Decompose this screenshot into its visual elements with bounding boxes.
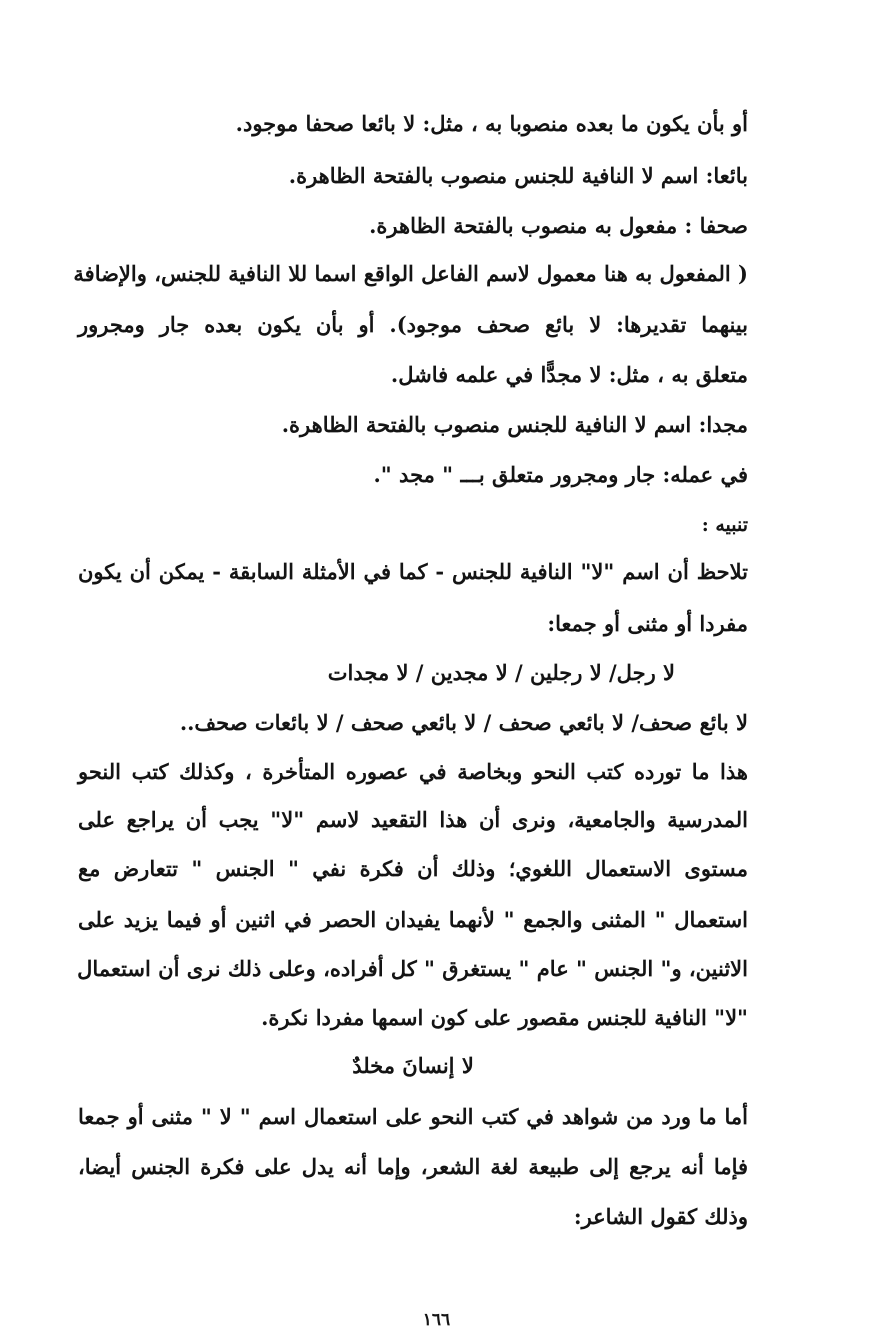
text-line: صحفا : مفعول به منصوب بالفتحة الظاهرة. bbox=[369, 213, 748, 238]
text-line: مجدا: اسم لا النافية للجنس منصوب بالفتحة الظاهرة. bbox=[281, 412, 748, 437]
text-line: وذلك كقول الشاعر: bbox=[573, 1204, 748, 1229]
text-line: تلاحظ أن اسم "لا" النافية للجنس - كما في الأمثلة السابقة - يمكن أن يكون bbox=[78, 559, 748, 584]
note-heading: تنبيه : bbox=[701, 514, 748, 536]
text-line: "لا" النافية للجنس مقصور على كون اسمها مفردا نكرة. bbox=[261, 1005, 748, 1030]
text-line: استعمال " المثنى والجمع " لأنهما يفيدان الحصر في اثنين أو فيما يزيد على bbox=[78, 907, 748, 932]
example-line: لا إنسانَ مخلدٌ bbox=[352, 1053, 474, 1078]
text-line: مفردا أو مثنى أو جمعا: bbox=[547, 611, 748, 636]
text-line: المدرسية والجامعية، ونرى أن هذا التقعيد لاسم "لا" يجب أن يراجع على bbox=[78, 807, 748, 832]
text-line: فإما أنه يرجع إلى طبيعة لغة الشعر، وإما أنه يدل على فكرة الجنس أيضا، bbox=[78, 1154, 749, 1179]
text-line: في عمله: جار ومجرور متعلق بـــ " مجد ". bbox=[373, 462, 748, 487]
text-line: مستوى الاستعمال اللغوي؛ وذلك أن فكرة نفي " الجنس " تتعارض مع bbox=[78, 856, 748, 881]
text-line: متعلق به ، مثل: لا مجدًّا في علمه فاشل. bbox=[390, 362, 748, 387]
text-line: أو بأن يكون ما بعده منصوبا به ، مثل: لا بائعا صحفا موجود. bbox=[235, 111, 748, 136]
text-line: هذا ما تورده كتب النحو وبخاصة في عصوره المتأخرة ، وكذلك كتب النحو bbox=[78, 759, 748, 784]
text-line: ( المفعول به هنا معمول لاسم الفاعل الواقع اسما للا النافية للجنس، والإضافة bbox=[73, 261, 748, 286]
text-line: الاثنين، و" الجنس " عام " يستغرق " كل أفراده، وعلى ذلك نرى أن استعمال bbox=[77, 956, 748, 981]
text-line: بينهما تقديرها: لا بائع صحف موجود). أو بأن يكون بعده جار ومجرور bbox=[78, 312, 748, 337]
example-line: لا رجل/ لا رجلين / لا مجدين / لا مجدات bbox=[327, 660, 675, 685]
page-number: ١٦٦ bbox=[422, 1310, 451, 1330]
text-line: بائعا: اسم لا النافية للجنس منصوب بالفتحة الظاهرة. bbox=[288, 163, 748, 188]
text-line: أما ما ورد من شواهد في كتب النحو على استعمال اسم " لا " مثنى أو جمعا bbox=[78, 1104, 748, 1129]
example-line: لا بائع صحف/ لا بائعي صحف / لا بائعي صحف / لا بائعات صحف.. bbox=[179, 710, 748, 735]
